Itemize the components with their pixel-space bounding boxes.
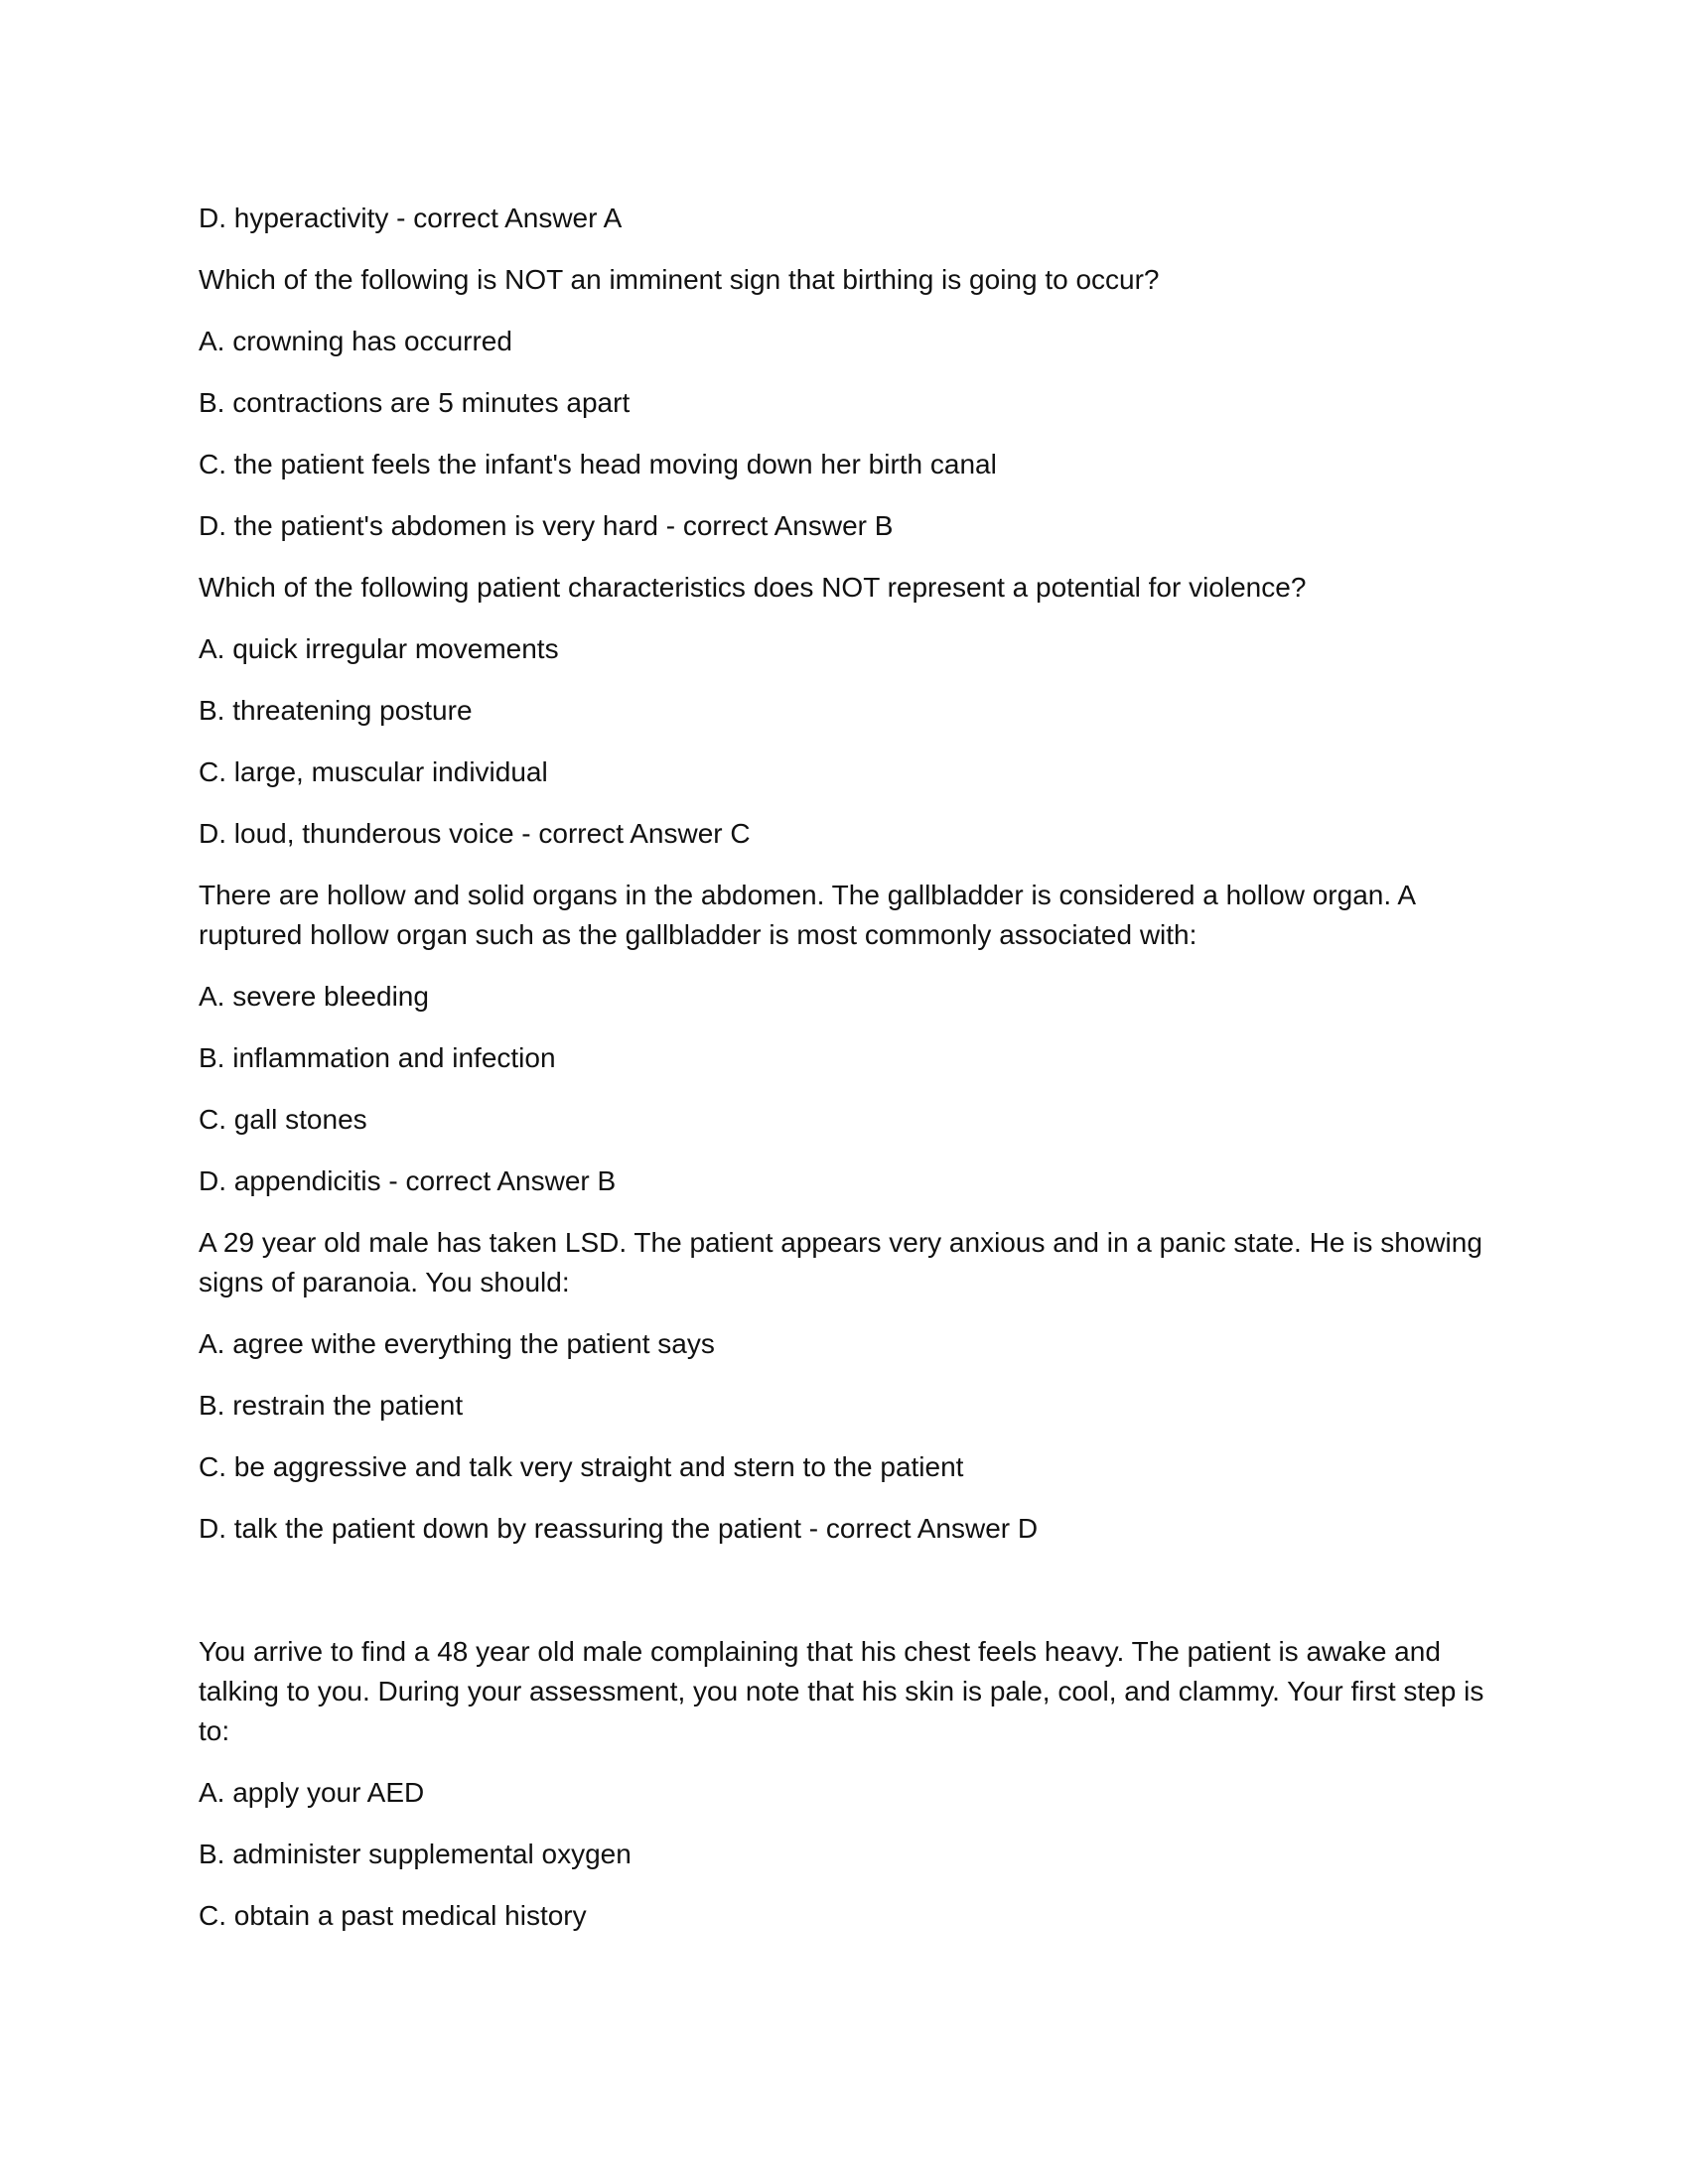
option-line: A. quick irregular movements: [199, 633, 559, 664]
option-line: A. severe bleeding: [199, 981, 429, 1012]
option-line: C. obtain a past medical history: [199, 1900, 587, 1931]
option-line: A. agree withe everything the patient says: [199, 1328, 715, 1359]
option-line: C. gall stones: [199, 1104, 367, 1135]
question-text: A 29 year old male has taken LSD. The patient appears very anxious and in a panic state. He is showing signs of paranoia. You should:: [199, 1227, 1482, 1297]
question-text: You arrive to find a 48 year old male complaining that his chest feels heavy. The patient is awake and talking to you. During your assessment, you note that his skin is pale, cool, and clammy. Your first step is to:: [199, 1636, 1484, 1746]
question-text: Which of the following patient characteristics does NOT represent a potential for violence?: [199, 572, 1307, 603]
option-line: A. apply your AED: [199, 1777, 425, 1808]
question-text: There are hollow and solid organs in the abdomen. The gallbladder is considered a hollow organ. A ruptured hollow organ such as the gallbladder is most commonly associated with:: [199, 880, 1415, 950]
option-line: C. the patient feels the infant's head moving down her birth canal: [199, 449, 997, 479]
answer-line: D. hyperactivity - correct Answer A: [199, 203, 623, 233]
option-line: A. crowning has occurred: [199, 326, 512, 356]
option-line: B. inflammation and infection: [199, 1042, 556, 1073]
question-text: Which of the following is NOT an imminent sign that birthing is going to occur?: [199, 264, 1160, 295]
option-line: B. restrain the patient: [199, 1390, 464, 1421]
answer-line: D. the patient's abdomen is very hard - correct Answer B: [199, 510, 894, 541]
option-line: C. large, muscular individual: [199, 756, 548, 787]
answer-line: D. talk the patient down by reassuring the patient - correct Answer D: [199, 1513, 1039, 1544]
option-line: B. threatening posture: [199, 695, 473, 726]
answer-line: D. appendicitis - correct Answer B: [199, 1165, 617, 1196]
option-line: B. contractions are 5 minutes apart: [199, 387, 631, 418]
answer-line: D. loud, thunderous voice - correct Answer C: [199, 818, 751, 849]
option-line: C. be aggressive and talk very straight and stern to the patient: [199, 1451, 964, 1482]
option-line: B. administer supplemental oxygen: [199, 1839, 632, 1869]
